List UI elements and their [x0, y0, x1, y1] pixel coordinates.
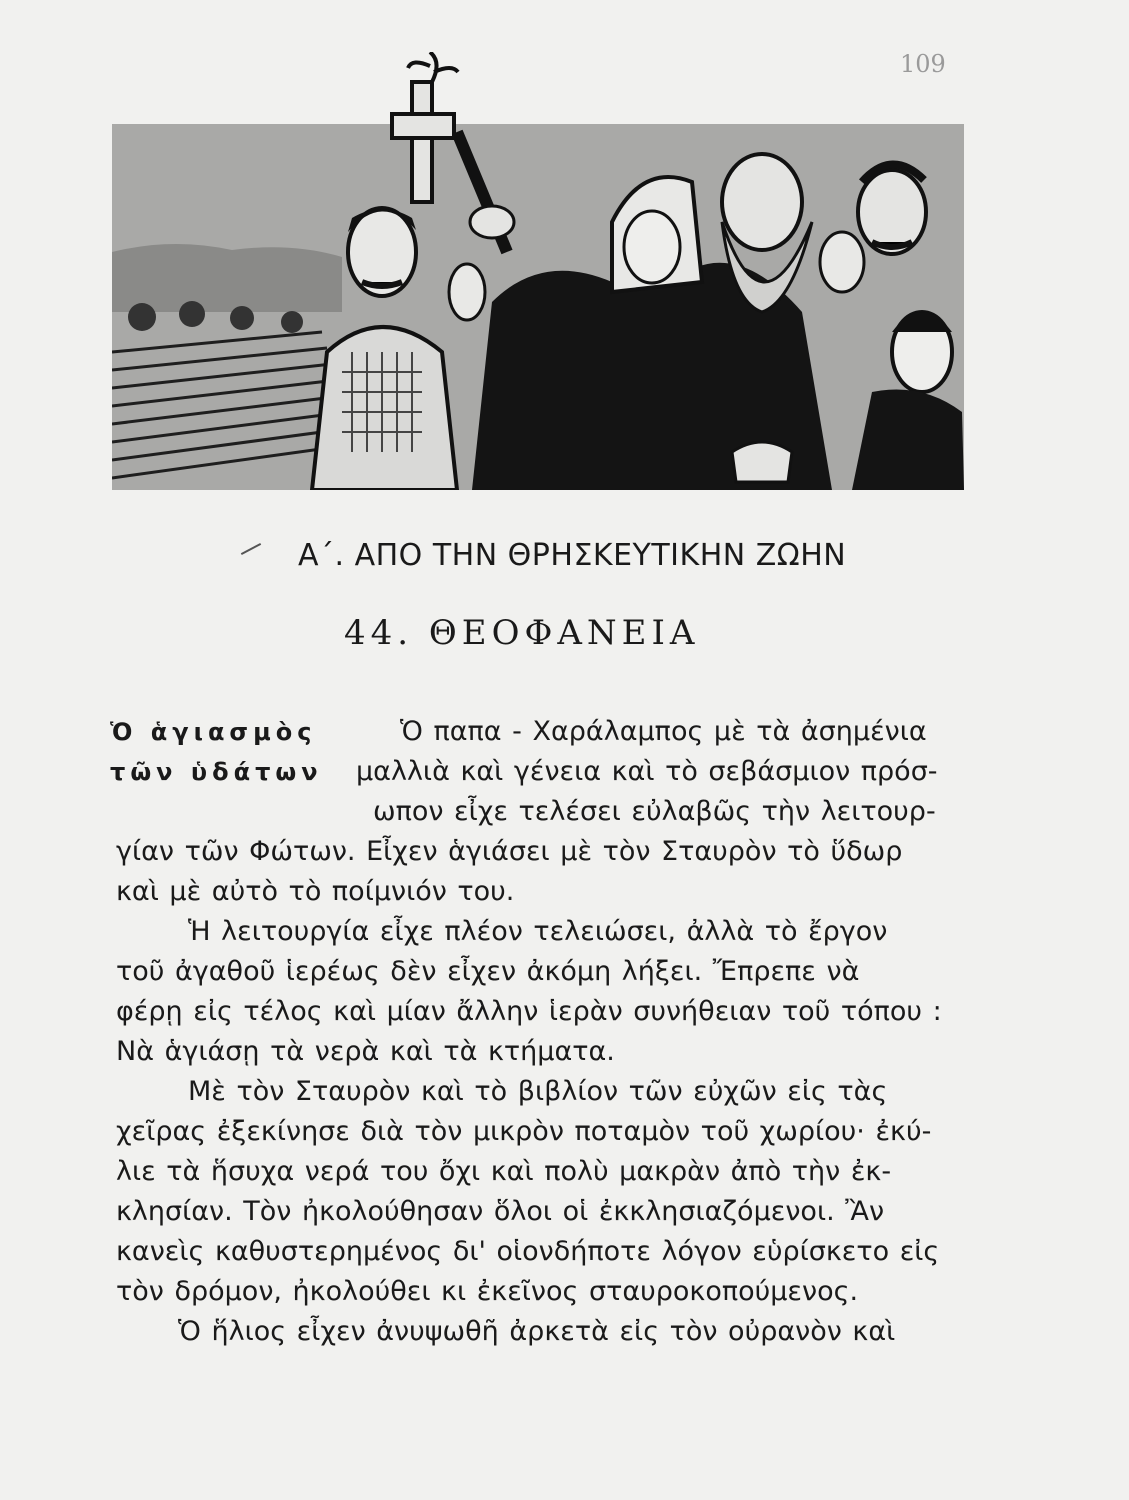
- body-line: μαλλιὰ καὶ γένεια καὶ τὸ σεβάσμιον πρόσ-: [356, 756, 938, 787]
- body-line: ωπον εἶχε τελέσει εὐλαβῶς τὴν λειτουρ-: [373, 796, 936, 827]
- holy-water-vessel: [732, 442, 792, 482]
- margin-note: [110, 712, 360, 792]
- body-line: καὶ μὲ αὐτὸ τὸ ποίμνιόν του.: [116, 876, 515, 907]
- body-line: φέρῃ εἰς τέλος καὶ μίαν ἄλλην ἱερὰν συνήθειαν τοῦ τόπου :: [116, 996, 942, 1027]
- body-line: χεῖρας ἐξεκίνησε διὰ τὸν μικρὸν ποταμὸν τοῦ χωρίου· ἐκύ-: [116, 1116, 932, 1147]
- body-line: κανεὶς καθυστερημένος δι' οἱονδήποτε λόγον εὑρίσκετο εἰς: [116, 1236, 940, 1267]
- margin-note-line: τῶν ὑδάτων: [110, 758, 323, 786]
- chapter-title: 44. ΘΕΟΦΑΝΕΙΑ: [344, 613, 700, 653]
- section-title: Α΄. ΑΠΟ ΤΗΝ ΘΡΗΣΚΕΥΤΙΚΗΝ ΖΩΗΝ: [298, 538, 847, 573]
- hill-shape: [112, 244, 342, 312]
- body-line: Μὲ τὸν Σταυρὸν καὶ τὸ βιβλίον τῶν εὐχῶν εἰς τὰς: [188, 1076, 888, 1107]
- pencil-mark: [241, 543, 261, 555]
- body-line: τὸν δρόμον, ἠκολούθει κι ἐκεῖνος σταυροκοπούμενος.: [116, 1276, 859, 1307]
- margin-note-line: Ὁ ἁγιασμὸς: [110, 718, 317, 746]
- body-line: τοῦ ἀγαθοῦ ἱερέως δὲν εἶχεν ἀκόμη λήξει. Ἔπρεπε νὰ: [116, 956, 860, 987]
- page-number: 109: [900, 50, 946, 78]
- body-line: λιε τὰ ἥσυχα νερά του ὄχι καὶ πολὺ μακρὰν ἀπὸ τὴν ἐκ-: [116, 1156, 892, 1187]
- body-line: Ὁ ἥλιος εἶχεν ἀνυψωθῆ ἀρκετὰ εἰς τὸν οὐρανὸν καὶ: [178, 1316, 896, 1347]
- epiphany-illustration-icon: [112, 52, 964, 490]
- body-line: γίαν τῶν Φώτων. Εἶχεν ἁγιάσει μὲ τὸν Σταυρὸν τὸ ὕδωρ: [116, 836, 903, 867]
- epiphany-illustration: [112, 52, 964, 490]
- body-line: Νὰ ἁγιάσῃ τὰ νερὰ καὶ τὰ κτήματα.: [116, 1036, 615, 1067]
- body-line: Ὁ παπα - Χαράλαμπος μὲ τὰ ἀσημένια: [400, 716, 927, 747]
- body-line: Ἡ λειτουργία εἶχε πλέον τελειώσει, ἀλλὰ τὸ ἔργον: [188, 916, 888, 947]
- body-line: κλησίαν. Τὸν ἠκολούθησαν ὅλοι οἱ ἐκκλησιαζόμενοι. Ἂν: [116, 1196, 885, 1227]
